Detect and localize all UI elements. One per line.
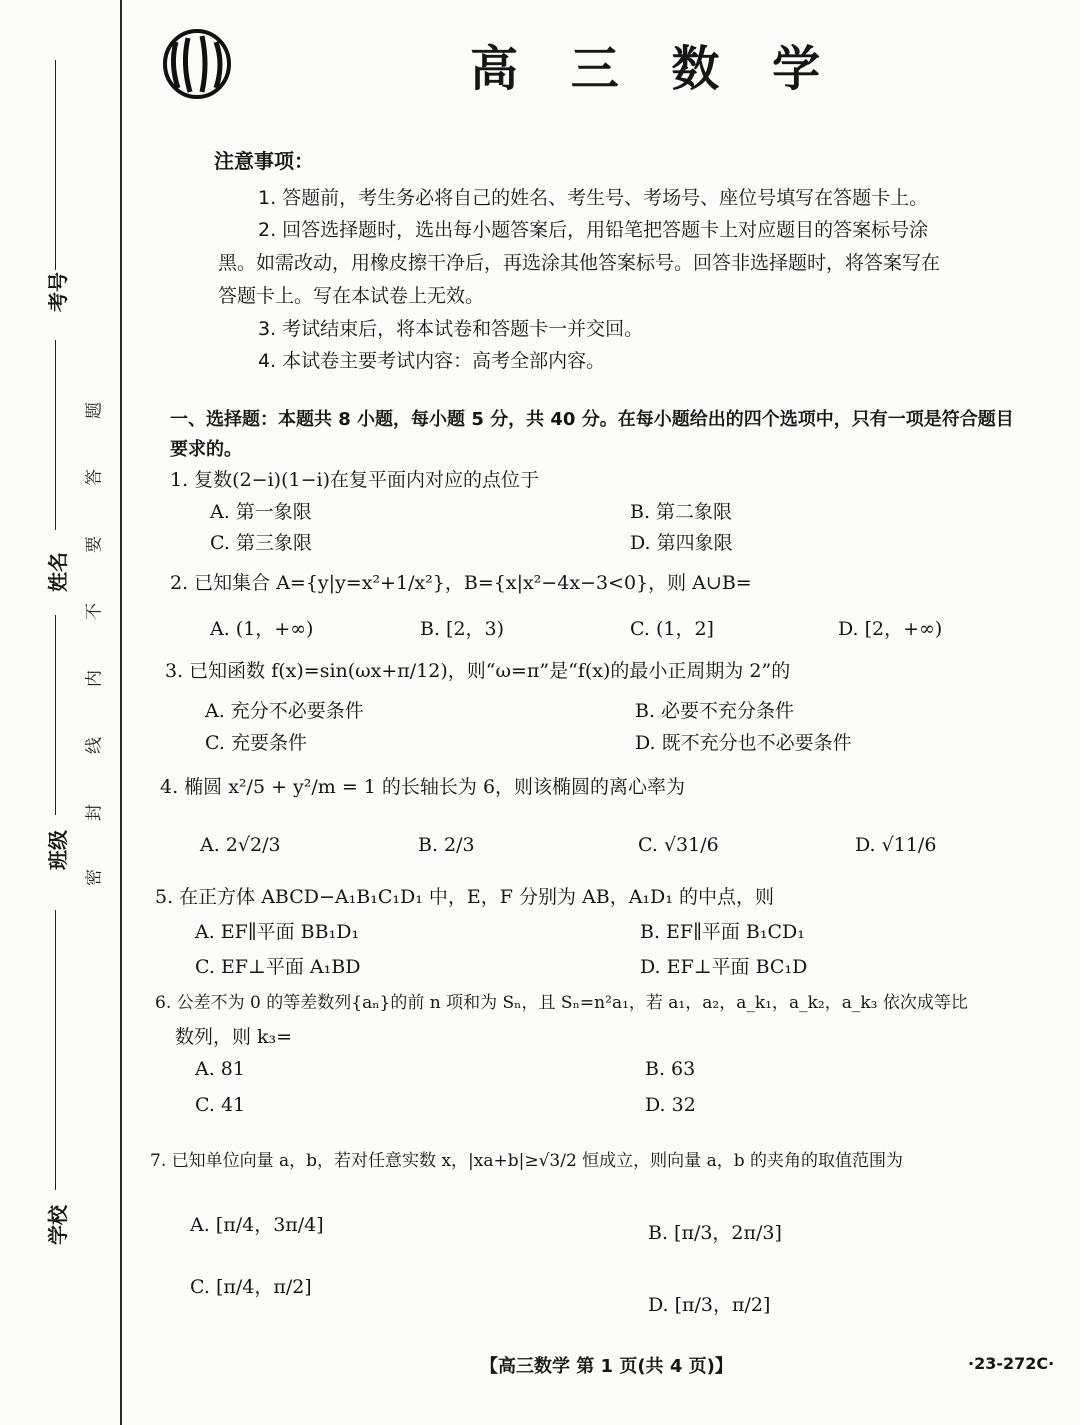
question-stem: 3. 已知函数 f(x)=sin(ωx+π/12)，则“ω=π”是“f(x)的最小正周期为 2”的 [165,660,791,682]
option: C. 41 [195,1094,246,1116]
publisher-logo-icon [162,28,232,100]
school-line [55,910,56,1190]
option: A. 第一象限 [210,501,312,523]
page-title: 高 三 数 学 [470,41,839,97]
seal-char: 要 [84,536,105,553]
option: C. (1，2] [630,618,714,640]
seal-line [120,0,122,1425]
option: B. 63 [645,1058,696,1080]
option: C. EF⊥平面 A₁BD [195,956,361,978]
paper-code: ·23-272C· [968,1354,1055,1373]
option: B. [π/3，2π/3] [648,1222,782,1244]
option: C. 充要条件 [205,732,307,754]
option: A. [π/4，3π/4] [190,1214,324,1236]
option: B. [2，3) [420,618,505,640]
option: C. [π/4，π/2] [190,1276,312,1298]
seal-char: 题 [84,402,105,419]
seal-char: 密 [84,869,105,886]
option: D. [π/3，π/2] [648,1294,771,1316]
option: D. 32 [645,1094,696,1116]
class-label: 班级 [46,830,70,870]
notice-line: 2. 回答选择题时，选出每小题答案后，用铅笔把答题卡上对应题目的答案标号涂 [258,219,929,241]
option: D. 第四象限 [630,532,733,554]
seal-char: 不 [84,603,105,620]
option: D. √11/6 [855,834,937,856]
notice-line: 答题卡上。写在本试卷上无效。 [218,285,485,307]
option: D. 既不充分也不必要条件 [635,732,852,754]
seal-char: 线 [84,737,105,754]
notice-line: 4. 本试卷主要考试内容：高考全部内容。 [258,350,606,372]
notice-line: 1. 答题前，考生务必将自己的姓名、考生号、考场号、座位号填写在答题卡上。 [258,187,929,209]
name-label: 姓名 [46,552,70,592]
exam-no-line [55,60,56,270]
question-stem: 5. 在正方体 ABCD−A₁B₁C₁D₁ 中，E，F 分别为 AB，A₁D₁ 的中点，则 [155,886,774,908]
page-footer: 【高三数学 第 1 页(共 4 页)】 [480,1356,733,1377]
question-stem: 6. 公差不为 0 的等差数列{aₙ}的前 n 项和为 Sₙ，且 Sₙ=n²a₁，若 a₁，a₂，a_k₁，a_k₂，a_k₃ 依次成等比 [155,993,968,1013]
notice-line: 3. 考试结束后，将本试卷和答题卡一并交回。 [258,318,644,340]
option: B. EF∥平面 B₁CD₁ [640,921,805,943]
question-stem: 7. 已知单位向量 a，b，若对任意实数 x，|xa+b|≥√3/2 恒成立，则向量 a，b 的夹角的取值范围为 [150,1151,904,1171]
seal-char: 封 [84,804,105,821]
option: C. 第三象限 [210,532,312,554]
seal-char: 答 [84,469,105,486]
option: A. 2√2/3 [200,834,281,856]
question-stem: 2. 已知集合 A={y|y=x²+1/x²}，B={x|x²−4x−3<0}，则 A∪B= [170,572,752,594]
option: B. 2/3 [418,834,475,856]
option: C. √31/6 [638,834,719,856]
option: D. EF⊥平面 BC₁D [640,956,808,978]
question-stem: 4. 椭圆 x²/5 + y²/m = 1 的长轴长为 6，则该椭圆的离心率为 [160,776,686,798]
question-stem: 1. 复数(2−i)(1−i)在复平面内对应的点位于 [170,469,539,491]
option: A. 81 [195,1058,245,1080]
seal-char: 内 [84,670,105,687]
notice-line: 黑。如需改动，用橡皮擦干净后，再选涂其他答案标号。回答非选择题时，将答案写在 [218,252,941,274]
option: D. [2，+∞) [838,618,943,640]
exam-no-label: 考号 [46,272,70,312]
name-line [55,340,56,530]
question-stem-continued: 数列，则 k₃= [175,1026,293,1048]
option: A. (1，+∞) [210,618,314,640]
class-line [55,615,56,815]
option: B. 必要不充分条件 [635,700,795,722]
section-heading: 一、选择题：本题共 8 小题，每小题 5 分，共 40 分。在每小题给出的四个选项中，只有一项是符合题目要求的。 [170,409,1014,460]
option: A. 充分不必要条件 [205,700,364,722]
binding-margin [0,0,140,1425]
school-label: 学校 [46,1205,70,1245]
notice-heading: 注意事项： [214,149,314,173]
option: A. EF∥平面 BB₁D₁ [195,921,360,943]
option: B. 第二象限 [630,501,733,523]
